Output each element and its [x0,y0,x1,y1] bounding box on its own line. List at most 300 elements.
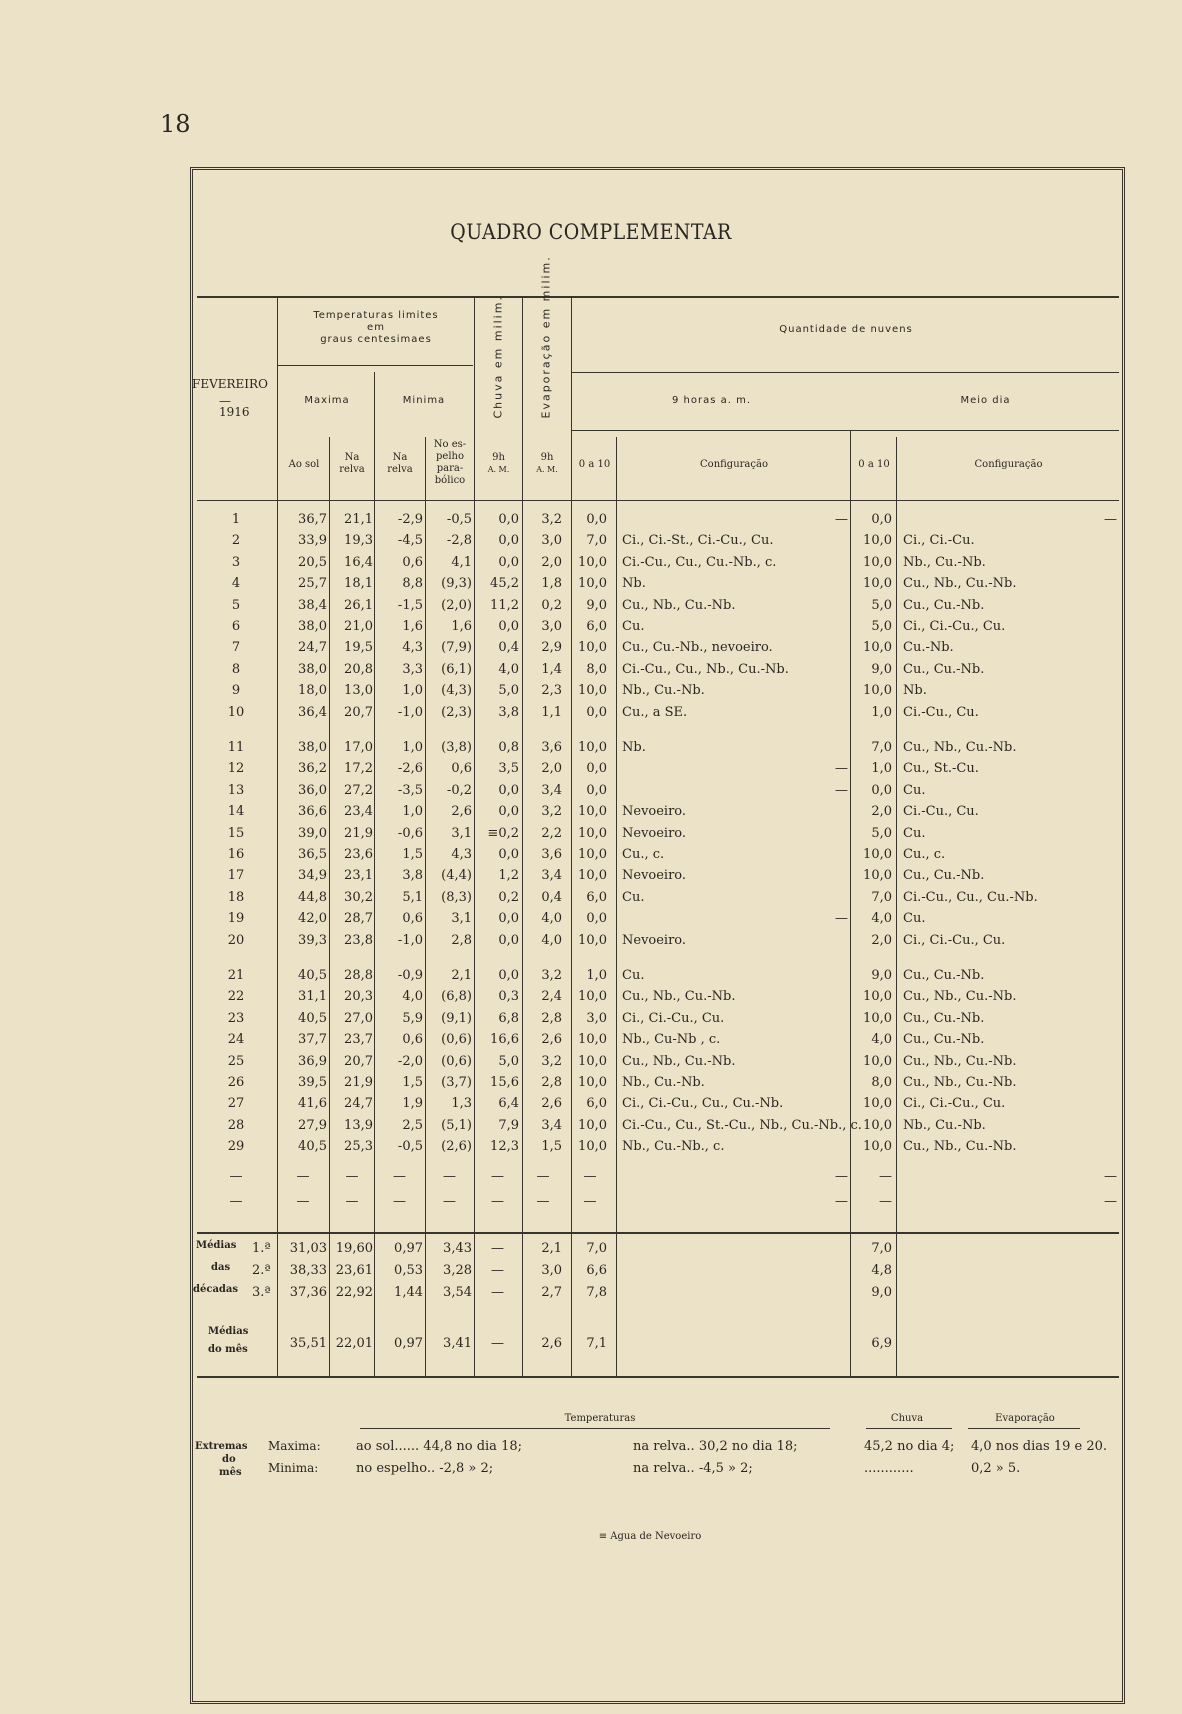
cell-nuvens-9h: 3,0 [586,1010,607,1026]
cell-min-relva: 0,6 [402,554,423,570]
cell-min-espelho: 2,8 [451,932,472,948]
cell-min-relva: -2,9 [397,512,423,527]
cell-chuva: 0,0 [498,782,519,798]
cell-nuvens-meio-dia: — [879,1169,892,1184]
cell-min-espelho: (5,1) [441,1117,472,1133]
cell-config-meio-dia: Ci., Ci.-Cu., Cu. [903,619,1006,634]
cell-nuvens-9h: 6,0 [586,889,607,905]
cell-day: — [229,1169,243,1184]
cell-nuvens-9h: 6,0 [586,1096,607,1112]
cell-min-espelho: (7,9) [441,640,472,656]
cell-chuva: 0,0 [498,911,519,927]
cell-chuva: 0,8 [498,740,519,755]
cell-nuvens-9h: 10,0 [578,932,607,948]
cell-config-meio-dia: Cu., Nb., Cu.-Nb. [903,740,1017,755]
cell-evap: 3,0 [541,533,562,549]
cell-config-meio-dia: Cu., Cu.-Nb. [903,661,985,677]
cell-max-sol: 38,33 [289,1263,327,1278]
na-relva-min-header-2: relva [387,464,413,475]
page-number: 18 [160,110,191,138]
cell-nuvens-meio-dia: 2,0 [871,804,892,820]
cell-config-9h: Cu., a SE. [622,704,688,720]
cell-nuvens-9h: 10,0 [578,640,607,656]
cell-min-relva: 2,5 [402,1117,423,1133]
escala-9h-header: 0 a 10 [578,459,611,470]
cell-nuvens-9h: 10,0 [578,683,607,699]
cell-chuva: 0,0 [498,554,519,570]
cell-max-sol: 36,0 [298,782,327,798]
cell-min-espelho: (0,6) [441,1053,472,1069]
cell-day: 16 [227,847,245,862]
cell-max-sol: 37,36 [289,1285,327,1300]
cell-config-meio-dia: Cu., Cu.-Nb. [903,1032,985,1048]
cell-day: 4 [231,576,241,592]
cell-config-meio-dia: Cu., Cu.-Nb. [903,597,985,613]
cell-min-espelho: (3,8) [441,740,472,755]
cell-nuvens-meio-dia: 10,0 [863,683,892,699]
cell-nuvens-9h: 7,0 [586,533,607,549]
cell-evap: 2,8 [541,1075,562,1090]
cell-nuvens-meio-dia: 10,0 [863,1117,892,1133]
cell-evap: 3,6 [541,740,562,755]
cell-nuvens-9h: — [583,1169,597,1184]
max-relva: na relva.. 30,2 no dia 18; [633,1439,798,1454]
cell-nuvens-meio-dia: 8,0 [871,1075,892,1090]
cell-config-9h: Nb. [622,740,646,755]
cell-min-relva: -0,9 [397,968,423,983]
cell-min-relva: 4,0 [402,989,423,1005]
table-row [0,555,1182,576]
cell-evap: 1,4 [541,661,562,677]
cell-evap: 2,0 [541,554,562,570]
cell-max-relva: — [345,1169,359,1184]
cell-evap: 2,9 [541,640,562,656]
cell-config-meio-dia: Ci.-Cu., Cu., Cu.-Nb. [903,889,1038,905]
cell-max-relva: 17,0 [344,740,373,755]
cell-nuvens-9h: 10,0 [578,804,607,820]
cell-config-meio-dia: — [1104,1169,1117,1184]
cell-nuvens-9h: 10,0 [578,576,607,592]
cell-max-relva: 24,7 [344,1096,373,1112]
cell-min-relva: 1,0 [402,683,423,699]
cell-min-relva: 3,8 [402,868,423,884]
cell-max-relva: 28,7 [344,911,373,927]
cell-min-relva: 8,8 [402,576,423,592]
cell-evap: 1,1 [541,704,562,720]
cell-config-9h: — [835,512,848,527]
cell-min-relva: -0,5 [397,1139,423,1155]
temp-group-line1: Temperaturas limites [313,310,439,321]
cell-max-sol: 24,7 [298,640,327,656]
cell-max-sol: 39,3 [298,932,327,948]
cell-config-9h: Nb., Cu.-Nb., c. [622,1139,725,1155]
cell-nuvens-9h: — [583,1194,597,1209]
cell-day: 15 [227,825,245,841]
max-sol: ao sol...... 44,8 no dia 18; [356,1439,522,1454]
cell-evap: 2,8 [541,1010,562,1026]
cell-config-9h: Cu. [622,968,645,983]
cell-max-sol: 33,9 [298,533,327,549]
table-row [0,533,1182,554]
cell-chuva: 0,0 [498,619,519,634]
cell-config-meio-dia: Ci., Ci.-Cu., Cu. [903,932,1006,948]
cell-max-sol: 37,7 [298,1032,327,1048]
cell-evap: 2,7 [541,1285,562,1300]
cell-max-sol: 36,6 [298,804,327,820]
cell-nuvens-9h: 9,0 [586,597,607,613]
cell-decada: 1.ª [252,1241,271,1256]
table-row [0,619,1182,640]
cell-config-9h: Nb., Cu.-Nb. [622,683,705,699]
cell-day: 3 [231,554,241,570]
cell-max-sol: 36,9 [298,1053,327,1069]
cell-min-espelho: (2,6) [441,1139,472,1155]
table-row [0,989,1182,1010]
cell-evap: 3,2 [541,512,562,527]
cell-evap: 1,5 [541,1139,562,1155]
cell-evap: 3,4 [541,1117,562,1133]
medias-mes-label: Médias [208,1326,249,1337]
cell-config-9h: Cu., Nb., Cu.-Nb. [622,597,736,613]
table-row [0,804,1182,825]
month-label: FEVEREIRO [192,377,268,391]
config-meio-dia-header: Configuração [974,459,1043,470]
cell-max-relva: 27,0 [344,1010,373,1026]
cell-nuvens-meio-dia: 10,0 [863,1053,892,1069]
cell-max-sol: 38,0 [298,661,327,677]
cell-max-relva: 22,01 [335,1336,373,1351]
cell-max-sol: 38,4 [298,597,327,613]
cell-max-relva: 27,2 [344,782,373,798]
cell-config-9h: Nb., Cu.-Nb. [622,1075,705,1090]
nove-horas-header: 9 horas a. m. [671,395,752,406]
cell-min-relva: -1,5 [397,597,423,613]
cell-max-sol: 35,51 [289,1336,327,1351]
table-row [0,1169,1182,1190]
cell-min-espelho: (9,3) [441,576,472,592]
cell-chuva: 5,0 [498,683,519,699]
cell-decada: 3.ª [252,1285,271,1300]
cell-nuvens-meio-dia: 5,0 [871,597,892,613]
cell-nuvens-meio-dia: 4,8 [871,1263,892,1278]
cell-nuvens-9h: 0,0 [586,782,607,798]
cell-max-relva: 19,60 [335,1241,373,1256]
cell-nuvens-meio-dia: 10,0 [863,989,892,1005]
table-row [0,598,1182,619]
cell-nuvens-9h: 1,0 [586,968,607,983]
cell-nuvens-9h: 10,0 [578,989,607,1005]
extremas-mes-label: mês [219,1467,242,1478]
cell-nuvens-9h: 10,0 [578,1053,607,1069]
cell-max-sol: 39,0 [298,825,327,841]
das-label: das [211,1262,231,1273]
table-row [0,1096,1182,1117]
cell-chuva: — [491,1336,504,1351]
na-relva-max-header-1: Na [344,452,360,463]
cell-min-relva: 0,97 [394,1336,423,1351]
cell-chuva: — [491,1241,504,1256]
espelho-header-2: pelho [436,451,464,462]
cell-nuvens-9h: 0,0 [586,911,607,927]
cell-chuva: 7,9 [498,1117,519,1133]
cell-min-relva: 1,0 [402,804,423,820]
cell-day: 11 [227,740,245,755]
cell-chuva: 0,0 [498,847,519,862]
cell-evap: 2,0 [541,761,562,777]
cell-chuva: ≡0,2 [487,825,519,841]
cell-config-9h: — [835,1169,848,1184]
cell-min-espelho: 2,6 [451,804,472,820]
cell-chuva: 6,4 [498,1096,519,1112]
cell-min-espelho: 3,54 [443,1285,472,1300]
cell-config-meio-dia: Cu., Cu.-Nb. [903,1010,985,1026]
cell-min-espelho: 0,6 [451,761,472,777]
cell-day: 17 [227,868,245,884]
cell-max-relva: 16,4 [344,554,373,570]
table-row [0,911,1182,932]
meio-dia-header: Meio dia [960,395,1011,406]
cell-max-sol: 42,0 [298,911,327,927]
cell-day: 22 [227,989,245,1005]
cell-nuvens-meio-dia: 4,0 [871,1032,892,1048]
cell-max-sol: 40,5 [298,1010,327,1026]
cell-min-espelho: (6,8) [441,989,472,1005]
cell-chuva: 1,2 [498,868,519,884]
cell-config-meio-dia: Cu. [903,825,926,841]
cell-evap: 3,0 [541,1263,562,1278]
escala-meio-dia-header: 0 a 10 [858,459,890,470]
cell-nuvens-meio-dia: 10,0 [863,1010,892,1026]
cell-day: 2 [231,533,241,549]
min-relva: na relva.. -4,5 » 2; [633,1461,753,1476]
cell-day: 18 [227,889,245,905]
cell-min-relva: 1,9 [402,1096,423,1112]
cell-config-meio-dia: Cu., Nb., Cu.-Nb. [903,1075,1017,1090]
cell-config-9h: Cu., Cu.-Nb., nevoeiro. [622,640,773,656]
cell-day: 20 [227,932,245,948]
cell-day: 27 [227,1096,245,1112]
cell-nuvens-meio-dia: — [879,1194,892,1209]
cell-max-sol: 36,2 [298,761,327,777]
cell-nuvens-meio-dia: 0,0 [871,782,892,798]
cell-chuva: 4,0 [498,661,519,677]
espelho-header-1: No es- [433,439,467,450]
cell-max-relva: 17,2 [344,761,373,777]
table-row [0,662,1182,683]
cell-config-meio-dia: Nb. [903,683,927,699]
cell-config-meio-dia: — [1104,512,1117,527]
cell-max-sol: 31,03 [289,1241,327,1256]
cell-max-relva: 25,3 [344,1139,373,1155]
cell-max-sol: 39,5 [298,1075,327,1090]
cell-min-espelho: -2,8 [446,533,472,549]
cell-min-espelho: 3,41 [443,1336,472,1351]
min-evap: 0,2 » 5. [971,1461,1021,1476]
cell-nuvens-9h: 7,1 [586,1336,607,1351]
cell-min-relva: -1,0 [397,704,423,720]
cell-min-espelho: 3,1 [451,825,472,841]
cell-chuva: 0,0 [498,932,519,948]
table-row [0,705,1182,726]
cell-nuvens-9h: 10,0 [578,1075,607,1090]
cell-nuvens-9h: 0,0 [586,704,607,720]
cell-config-9h: Nevoeiro. [622,825,687,841]
cell-max-relva: 20,7 [344,1053,373,1069]
cell-min-espelho: — [443,1194,456,1209]
cell-chuva: 12,3 [490,1139,519,1155]
cell-chuva: 0,3 [498,989,519,1005]
cell-chuva: 5,0 [498,1053,519,1069]
minima-header: Minima [402,395,446,406]
cell-decada: 2.ª [252,1263,271,1278]
cell-min-espelho: 1,6 [451,619,472,634]
table-row [0,761,1182,782]
cell-chuva: 16,6 [490,1032,519,1048]
cell-nuvens-meio-dia: 7,0 [871,889,892,905]
cell-max-relva: 22,92 [335,1285,373,1300]
cell-max-relva: 18,1 [344,576,373,592]
max-chuva: 45,2 no dia 4; [864,1439,955,1454]
cell-nuvens-9h: 6,6 [586,1263,607,1278]
chuva-header: Chuva em milim. [491,295,505,419]
cell-nuvens-meio-dia: 5,0 [871,619,892,634]
extremas-evap-header: Evaporação [995,1413,1055,1424]
cell-min-relva: 1,5 [402,1075,423,1090]
table-row [0,933,1182,954]
medias-row [0,1241,1182,1262]
cell-min-relva: 3,3 [402,661,423,677]
cell-nuvens-9h: 10,0 [578,847,607,862]
cell-config-meio-dia: Cu., Nb., Cu.-Nb. [903,1053,1017,1069]
extremas-minima-label: Minima: [268,1461,319,1475]
cell-chuva: 0,0 [498,968,519,983]
nuvens-header: Quantidade de nuvens [779,324,913,335]
cell-nuvens-meio-dia: 10,0 [863,847,892,862]
page-title: QUADRO COMPLEMENTAR [450,220,732,244]
cell-max-relva: 30,2 [344,889,373,905]
cell-evap: 1,8 [541,576,562,592]
cell-max-relva: — [345,1194,359,1209]
cell-evap: 2,6 [541,1096,562,1112]
cell-config-meio-dia: Cu., Nb., Cu.-Nb. [903,1139,1017,1155]
medias-row [0,1285,1182,1306]
cell-nuvens-meio-dia: 10,0 [863,868,892,884]
cell-config-9h: Ci., Ci.-Cu., Cu. [622,1010,725,1026]
cell-evap: 3,4 [541,868,562,884]
cell-evap: 3,2 [541,968,562,983]
cell-chuva: — [491,1285,504,1300]
cell-max-relva: 19,5 [344,640,373,656]
chuva-am: A. M. [487,465,510,474]
cell-config-9h: Ci., Ci.-Cu., Cu., Cu.-Nb. [622,1096,784,1112]
cell-chuva: 0,2 [498,889,519,905]
cell-nuvens-9h: 6,0 [586,619,607,634]
cell-min-relva: -3,5 [397,782,423,798]
cell-chuva: 0,4 [498,640,519,656]
temp-group-line2: em [367,322,385,333]
cell-max-sol: 44,8 [298,889,327,905]
cell-config-meio-dia: Ci.-Cu., Cu. [903,804,979,820]
medias-label: Médias [196,1240,237,1251]
extremas-chuva-header: Chuva [890,1413,924,1424]
cell-day: 24 [227,1032,245,1048]
cell-min-espelho: 3,28 [443,1263,472,1278]
cell-min-relva: -1,0 [397,932,423,948]
cell-min-espelho: (8,3) [441,889,472,905]
cell-max-relva: 20,3 [344,989,373,1005]
cell-nuvens-meio-dia: 10,0 [863,576,892,592]
cell-max-sol: 36,7 [298,512,327,527]
cell-min-relva: -0,6 [397,825,423,841]
cell-nuvens-meio-dia: 7,0 [871,1241,892,1256]
table-row [0,576,1182,597]
cell-min-relva: -2,6 [397,761,423,777]
cell-nuvens-meio-dia: 5,0 [871,825,892,841]
cell-day: 26 [227,1075,245,1090]
cell-nuvens-9h: 10,0 [578,554,607,570]
cell-min-relva: -2,0 [397,1053,423,1069]
cell-nuvens-9h: 7,8 [586,1285,607,1300]
cell-chuva: 6,8 [498,1010,519,1026]
cell-config-9h: Nb., Cu-Nb , c. [622,1032,721,1048]
min-chuva: ............ [864,1461,914,1476]
cell-nuvens-meio-dia: 6,9 [871,1336,892,1351]
cell-day: 8 [231,661,241,677]
cell-evap: 2,6 [541,1336,562,1351]
cell-nuvens-9h: 8,0 [586,661,607,677]
min-espelho: no espelho.. -2,8 » 2; [356,1461,494,1476]
medias-mes-row [0,1336,1182,1357]
cell-config-meio-dia: Cu. [903,782,926,798]
cell-nuvens-9h: 0,0 [586,512,607,527]
cell-max-sol: 27,9 [298,1117,327,1133]
cell-nuvens-meio-dia: 10,0 [863,533,892,549]
table-row [0,890,1182,911]
cell-nuvens-9h: 0,0 [586,761,607,777]
cell-config-9h: Ci., Ci.-St., Ci.-Cu., Cu. [622,533,774,549]
cell-nuvens-meio-dia: 1,0 [871,761,892,777]
espelho-header-3: para- [436,463,464,474]
table-row [0,783,1182,804]
cell-nuvens-meio-dia: 4,0 [871,911,892,927]
cell-config-meio-dia: — [1104,1194,1117,1209]
cell-config-9h: Nevoeiro. [622,868,687,884]
decadas-label: décadas [193,1284,239,1295]
cell-config-9h: Cu., Nb., Cu.-Nb. [622,989,736,1005]
cell-day: 7 [231,640,241,656]
cell-min-relva: — [393,1194,406,1209]
cell-max-sol: 36,4 [298,704,327,720]
cell-max-relva: 23,7 [344,1032,373,1048]
cell-evap: 0,4 [541,889,562,905]
cell-min-relva: 1,0 [402,740,423,755]
evaporacao-header: Evaporação em milim. [539,255,553,419]
cell-evap: 3,2 [541,804,562,820]
cell-config-9h: — [835,911,848,927]
cell-evap: 2,1 [541,1241,562,1256]
cell-max-relva: 23,4 [344,804,373,820]
cell-max-relva: 20,7 [344,704,373,720]
cell-max-sol: 38,0 [298,619,327,634]
cell-config-meio-dia: Cu., Nb., Cu.-Nb. [903,576,1017,592]
table-row [0,847,1182,868]
cell-max-sol: — [296,1194,310,1209]
cell-day: 19 [227,911,245,927]
table-row [0,1139,1182,1160]
cell-max-sol: 36,5 [298,847,327,862]
cell-nuvens-9h: 7,0 [586,1241,607,1256]
cell-min-espelho: 3,43 [443,1241,472,1256]
